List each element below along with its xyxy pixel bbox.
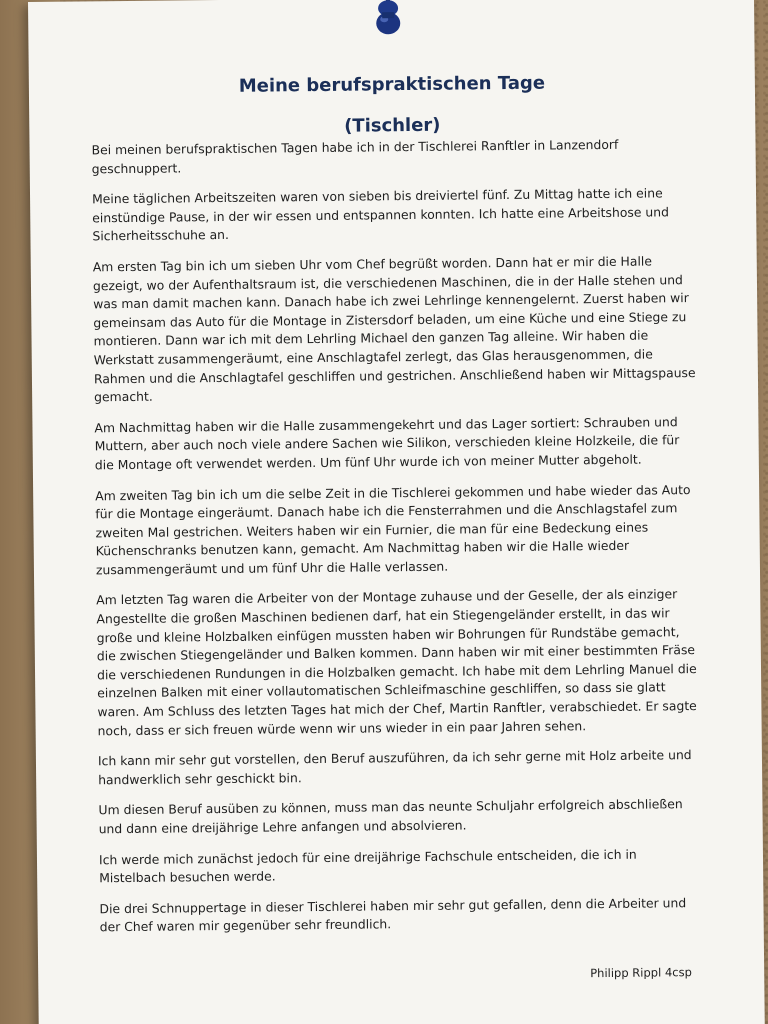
document-title: Meine berufspraktischen Tage [238, 72, 546, 97]
paragraph: Am letzten Tag waren die Arbeiter von der Montage zuhause und der Geselle, der als einziger Angestellte die großen Maschinen bedienen darf, hat ein Stiegengeländer erstellt, in das wir große und kleine Holzbalken einfügen mussten haben wir Bohrungen für Rundstäbe gemacht, die zwischen Stiegengeländer und Balken kommen. Dann haben wir mit einer bestimmten Fräse die verschiedenen Rundungen in die Holzbalken gemacht. Ich habe mit dem Lehrling Manuel die einzelnen Balken mit einer vollautomatischen Schleifmaschine geschliffen, so dass sie glatt waren. Am Schluss des letzten Tages hat mich der Chef, Martin Ranftler, verabschiedet. Er sagte noch, dass er sich freuen würde wenn wir uns wieder in ein paar Jahren sehen. [96, 586, 697, 738]
author-signature: Philipp Rippl 4csp [590, 965, 692, 981]
paragraph: Am ersten Tag bin ich um sieben Uhr vom Chef begrüßt worden. Dann hat er mir die Halle gezeigt, wo der Aufenthaltsraum ist, die verschiedenen Maschinen, die in der Halle stehen und was man damit machen kann. Danach habe ich zwei Lehrlinge kennengelernt. Zuerst haben wir gemeinsam das Auto für die Montage in Zistersdorf beladen, um eine Küche und eine Stiege zu montieren. Dann war ich mit dem Lehrling Michael den ganzen Tag alleine. Wir haben die Werkstatt zusammengeräumt, eine Anschlagtafel zerlegt, das Glas herausgenommen, die Rahmen und die Anschlagtafel geschliffen und gestrichen. Anschließend haben wir Mittagspause gemacht. [92, 253, 696, 405]
paragraph: Um diesen Beruf ausüben zu können, muss man das neunte Schuljahr erfolgreich abschließen und dann eine dreijährige Lehre anfangen und absolvieren. [98, 796, 683, 837]
paragraph: Die drei Schnuppertage in dieser Tischlerei haben mir sehr gut gefallen, denn die Arbeiter und der Chef waren mir gegenüber sehr freundlich. [99, 894, 687, 935]
paragraph: Ich werde mich zunächst jedoch für eine dreijährige Fachschule entscheiden, die ich in Mistelbach besuchen werde. [98, 846, 637, 886]
paragraph: Bei meinen berufspraktischen Tagen habe ich in der Tischlerei Ranftler in Lanzendorf geschnuppert. [91, 136, 619, 176]
document-subtitle: (Tischler) [344, 114, 441, 137]
document-body [91, 135, 701, 949]
paper-sheet [28, 0, 765, 1024]
push-pin-icon [372, 0, 405, 40]
paragraph: Ich kann mir sehr gut vorstellen, den Beruf auszuführen, da ich sehr gerne mit Holz arbeite und handwerklich sehr geschickt bin. [97, 747, 692, 788]
paragraph: Am zweiten Tag bin ich um die selbe Zeit in die Tischlerei gekommen und habe wieder das Auto für die Montage eingeräumt. Danach habe ich die Fensterrahmen und die Anschlagstafel zum zweiten Mal gestrichen. Weiters haben wir ein Furnier, die man für eine Bedeckung eines Küchenschranks benutzen kann, gemacht. Am Nachmittag haben wir die Halle wieder zusammengeräumt und um fünf Uhr die Halle verlassen. [95, 481, 691, 578]
paragraph: Am Nachmittag haben wir die Halle zusammengekehrt und das Lager sortiert: Schrauben und Muttern, aber auch noch viele andere Sachen wie Silikon, verschieden kleine Holzkeile, die für die Montage oft verwendet werden. Um fünf Uhr wurde ich von meiner Mutter abgeholt. [94, 413, 680, 473]
paragraph: Meine täglichen Arbeitszeiten waren von sieben bis dreiviertel fünf. Zu Mittag hatte ich eine einstündige Pause, in der wir essen und entspannen konnten. Ich hatte eine Arbeitshose und Sicherheitsschuhe an. [91, 185, 670, 244]
